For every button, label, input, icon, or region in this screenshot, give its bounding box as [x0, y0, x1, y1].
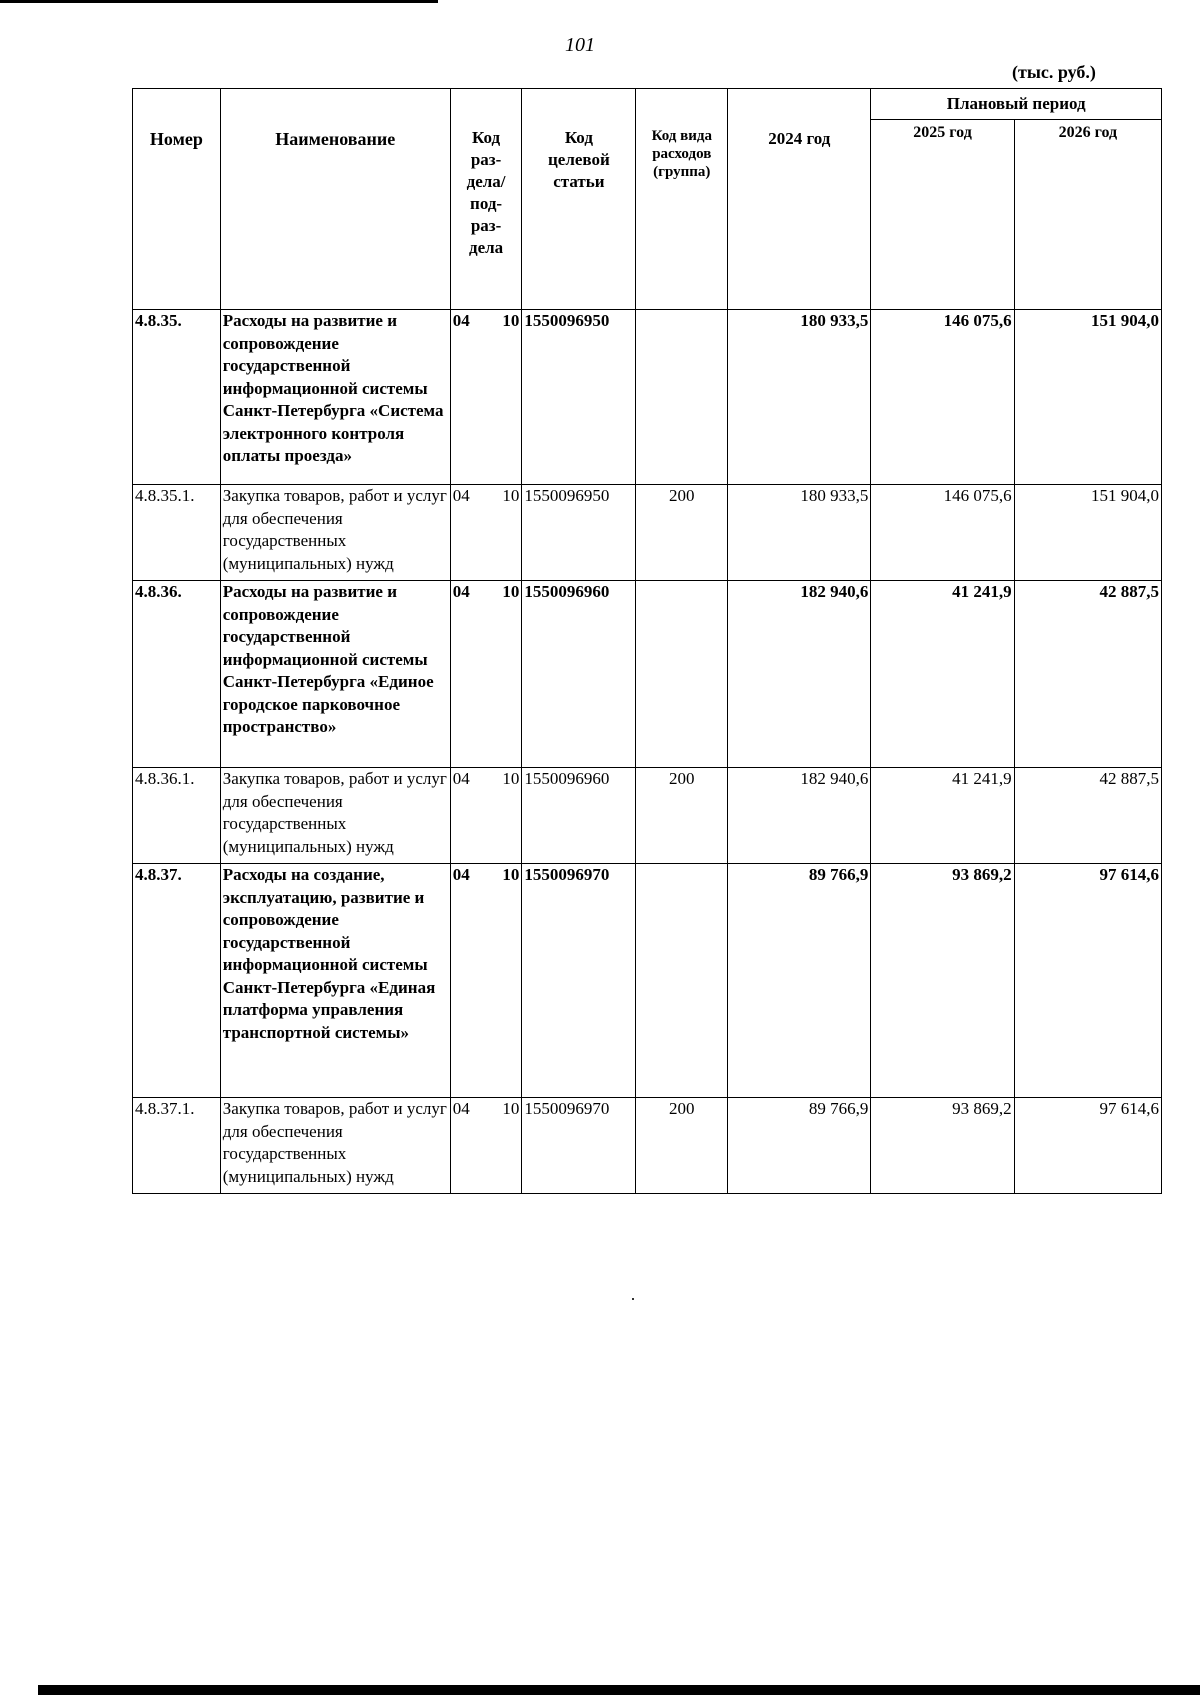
row-number: 4.8.35.1.: [133, 485, 221, 581]
header-target-line: целевой: [547, 150, 610, 169]
row-name: Закупка товаров, работ и услуг для обеспечения государственных (муниципальных) нужд: [220, 485, 450, 581]
header-2025: 2025 год: [871, 120, 1014, 310]
row-number: 4.8.36.: [133, 581, 221, 768]
row-name: Расходы на развитие и сопровождение государственной информационной системы Санкт-Петербурга «Единое городское парковочное пространство»: [220, 581, 450, 768]
scan-edge-bottom: [38, 1685, 1200, 1695]
row-value-2026: 97 614,6: [1014, 1098, 1161, 1194]
row-value-2026: 42 887,5: [1014, 581, 1161, 768]
row-razdel: [450, 310, 522, 485]
row-razdel: [450, 1098, 522, 1194]
header-plan-period: Плановый период: [871, 89, 1162, 120]
header-expense-type: [636, 89, 728, 310]
row-number: 4.8.37.: [133, 864, 221, 1098]
row-number: 4.8.35.: [133, 310, 221, 485]
row-razdel: [450, 581, 522, 768]
row-value-2024: 180 933,5: [728, 310, 871, 485]
row-target-code: 1550096950: [522, 485, 636, 581]
table-row: [133, 310, 1162, 485]
subrazdel-code: 10: [502, 486, 520, 505]
table-row: [133, 768, 1162, 864]
table-row: [133, 485, 1162, 581]
subrazdel-code: 10: [502, 865, 520, 884]
row-target-code: 1550096950: [522, 310, 636, 485]
header-razdel-line: дела/: [466, 172, 506, 191]
razdel-code: 04: [452, 769, 470, 788]
page-number: 101: [565, 34, 595, 56]
row-number: 4.8.37.1.: [133, 1098, 221, 1194]
header-kvr-line: (группа): [653, 164, 711, 180]
subrazdel-code: 10: [502, 1099, 520, 1118]
row-target-code: 1550096970: [522, 1098, 636, 1194]
row-value-2024: 180 933,5: [728, 485, 871, 581]
table-body: [133, 310, 1162, 1194]
header-razdel-line: раз-: [470, 150, 502, 169]
header-razdel-line: Код: [472, 128, 501, 147]
row-value-2025: 146 075,6: [871, 485, 1014, 581]
row-razdel: [450, 485, 522, 581]
header-number: Номер: [133, 89, 221, 310]
table-header: [133, 89, 1162, 310]
razdel-code: 04: [452, 486, 470, 505]
row-expense-type: [636, 310, 728, 485]
row-target-code: 1550096960: [522, 768, 636, 864]
header-razdel-line: раз-: [470, 216, 502, 235]
header-2024: 2024 год: [728, 89, 871, 310]
row-expense-type: [636, 864, 728, 1098]
row-number: 4.8.36.1.: [133, 768, 221, 864]
subrazdel-code: 10: [502, 311, 520, 330]
razdel-code: 04: [452, 311, 470, 330]
row-value-2025: 146 075,6: [871, 310, 1014, 485]
razdel-code: 04: [452, 1099, 470, 1118]
row-value-2025: 93 869,2: [871, 864, 1014, 1098]
row-value-2026: 151 904,0: [1014, 485, 1161, 581]
row-value-2026: 151 904,0: [1014, 310, 1161, 485]
header-razdel: [450, 89, 522, 310]
row-target-code: 1550096970: [522, 864, 636, 1098]
row-name: Закупка товаров, работ и услуг для обеспечения государственных (муниципальных) нужд: [220, 1098, 450, 1194]
header-2026: 2026 год: [1014, 120, 1161, 310]
table-row: [133, 864, 1162, 1098]
razdel-code: 04: [452, 865, 470, 884]
header-razdel-line: под-: [470, 194, 503, 213]
row-name: Расходы на создание, эксплуатацию, развитие и сопровождение государственной информационной системы Санкт-Петербурга «Единая платформа управления транспортной системы»: [220, 864, 450, 1098]
scan-speck: [632, 1298, 634, 1300]
subrazdel-code: 10: [502, 769, 520, 788]
row-expense-type: 200: [636, 485, 728, 581]
row-name: Расходы на развитие и сопровождение государственной информационной системы Санкт-Петербурга «Система электронного контроля оплаты проезда»: [220, 310, 450, 485]
budget-table: [132, 88, 1162, 1194]
row-expense-type: 200: [636, 768, 728, 864]
row-name: Закупка товаров, работ и услуг для обеспечения государственных (муниципальных) нужд: [220, 768, 450, 864]
row-value-2025: 41 241,9: [871, 768, 1014, 864]
header-target-line: Код: [564, 128, 593, 147]
table-row: [133, 581, 1162, 768]
row-razdel: [450, 768, 522, 864]
header-target-article: [522, 89, 636, 310]
razdel-code: 04: [452, 582, 470, 601]
row-value-2024: 89 766,9: [728, 864, 871, 1098]
row-value-2025: 93 869,2: [871, 1098, 1014, 1194]
header-kvr-line: Код вида: [651, 128, 712, 144]
row-razdel: [450, 864, 522, 1098]
row-value-2024: 182 940,6: [728, 768, 871, 864]
header-kvr-line: расходов: [652, 146, 712, 162]
row-value-2026: 97 614,6: [1014, 864, 1161, 1098]
units-label: (тыс. руб.): [1012, 62, 1096, 82]
row-target-code: 1550096960: [522, 581, 636, 768]
row-value-2025: 41 241,9: [871, 581, 1014, 768]
table-row: [133, 1098, 1162, 1194]
subrazdel-code: 10: [502, 582, 520, 601]
row-value-2024: 89 766,9: [728, 1098, 871, 1194]
row-value-2024: 182 940,6: [728, 581, 871, 768]
row-expense-type: 200: [636, 1098, 728, 1194]
row-expense-type: [636, 581, 728, 768]
header-target-line: статьи: [553, 172, 605, 191]
row-value-2026: 42 887,5: [1014, 768, 1161, 864]
header-razdel-line: дела: [468, 238, 504, 257]
scan-edge-top: [0, 0, 438, 3]
header-name: Наименование: [220, 89, 450, 310]
